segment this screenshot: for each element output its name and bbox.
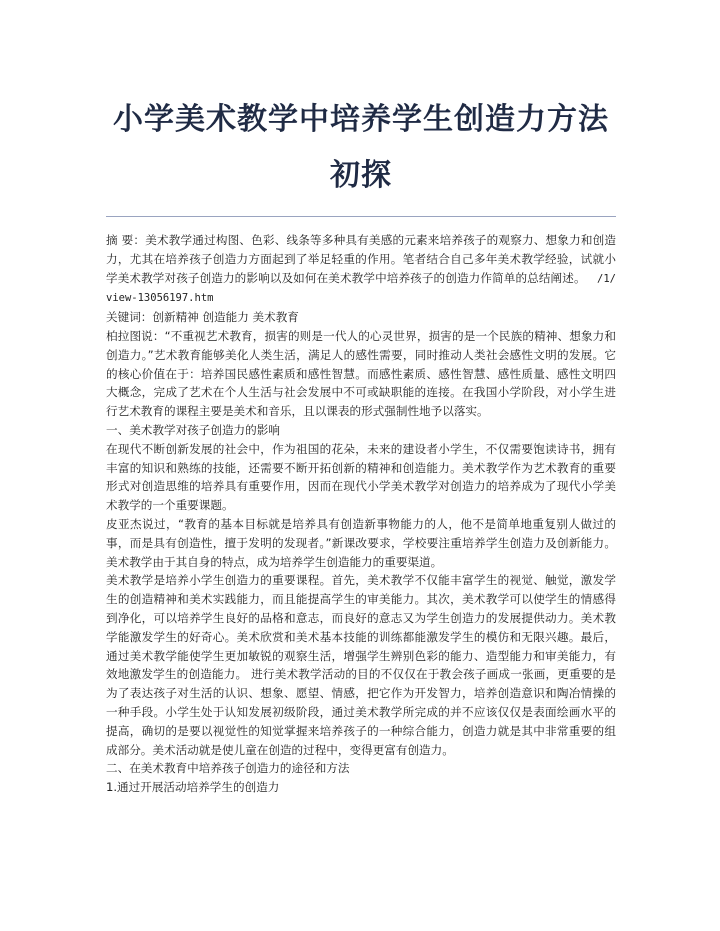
abstract-text: 美术教学通过构图、色彩、线条等多种具有美感的元素来培养孩子的观察力、想象力和创造力，尤其在培养孩子创造力方面起到了举足轻重的作用。笔者结合自己多年美术教学经验，试就小学美术教学对孩子创造力的影响以及如何在美术教学中培养孩子的创造力作简单的总结阐述。 [106,233,616,285]
keywords-text: 创新精神 创造能力 美术教育 [152,310,299,325]
paragraph-intro: 柏拉图说：“不重视艺术教育，损害的则是一代人的心灵世界，损害的是一个民族的精神、想象力和创造力。”艺术教育能够美化人类生活，满足人的感性需要，同时推动人类社会感性文明的发展。它的核心价值在于：培养国民感性素质和感性智慧。而感性素质、感性智慧、感性质量、感性文明四大概念，完成了艺术在个人生活与社会发展中不可或缺职能的连接。在我国小学阶段，对小学生进行艺术教育的课程主要是美术和音乐，且以课表的形式强制性地予以落实。 [106,328,616,419]
abstract-label: 摘 要： [106,233,146,247]
article-body [106,231,616,797]
document-title [106,92,616,204]
article-link[interactable]: /1/view-13056197.htm [106,272,616,305]
section-heading-2: 二、在美术教育中培养孩子创造力的途径和方法 [106,761,350,776]
paragraph-1: 在现代不断创新发展的社会中，作为祖国的花朵，未来的建设者小学生，不仅需要饱读诗书，拥有丰富的知识和熟练的技能，还需要不断开拓创新的精神和创造能力。美术教学作为艺术教育的重要形式对创造思维的培养具有重要作用，因而在现代小学美术教学对创造力的培养成为了现代小学美术教学的一个重要课题。 [106,441,616,513]
paragraph-2: 皮亚杰说过，“教育的基本目标就是培养具有创造新事物能力的人，他不是简单地重复别人做过的事，而是具有创造性，擅于发明的发现者。”新课改要求，学校要注重培养学生创造力及创新能力。美术教学由于其自身的特点，成为培养学生创造能力的重要渠道。 [106,516,616,569]
section-heading-1: 一、美术教学对孩子创造力的影响 [106,422,280,437]
subsection-heading-1: 1.通过开展活动培养学生的创造力 [106,780,280,795]
title-line-1: 小学美术教学中培养学生创造力方法 [113,102,609,137]
paragraph-3: 美术教学是培养小学生创造力的重要课程。首先，美术教学不仅能丰富学生的视觉、触觉，激发学生的创造精神和美术实践能力，而且能提高学生的审美能力。其次，美术教学可以使学生的情感得到净化，可以培养学生良好的品格和意志，而良好的意志又为学生创造力的发展提供动力。美术教学能激发学生的好奇心。美术欣赏和美术基本技能的训练都能激发学生的模仿和无限兴趣。最后，通过美术教学能使学生更加敏锐的观察生活，增强学生辨别色彩的能力、造型能力和审美能力，有效地激发学生的创造能力。 进行美术教学活动的目的不仅仅在于教会孩子画成一张画，更重要的是为了表达孩子对生活的认识、想象、愿望、情感，把它作为开发智力，培养创造意识和陶冶情操的一种手段。小学生处于认知发展初级阶段，通过美术教学所完成的并不应该仅仅是表面绘画水平的提高，确切的是要以视觉性的知觉掌握来培养孩子的一种综合能力，创造力就是其中非常重要的组成部分。美术活动就是使儿童在创造的过程中，变得更富有创造力。 [106,573,616,757]
title-divider [106,216,616,217]
keywords-label: 关键词： [106,310,153,325]
abstract-paragraph [106,231,616,308]
title-line-2: 初探 [330,158,392,193]
keywords-line [106,308,616,327]
